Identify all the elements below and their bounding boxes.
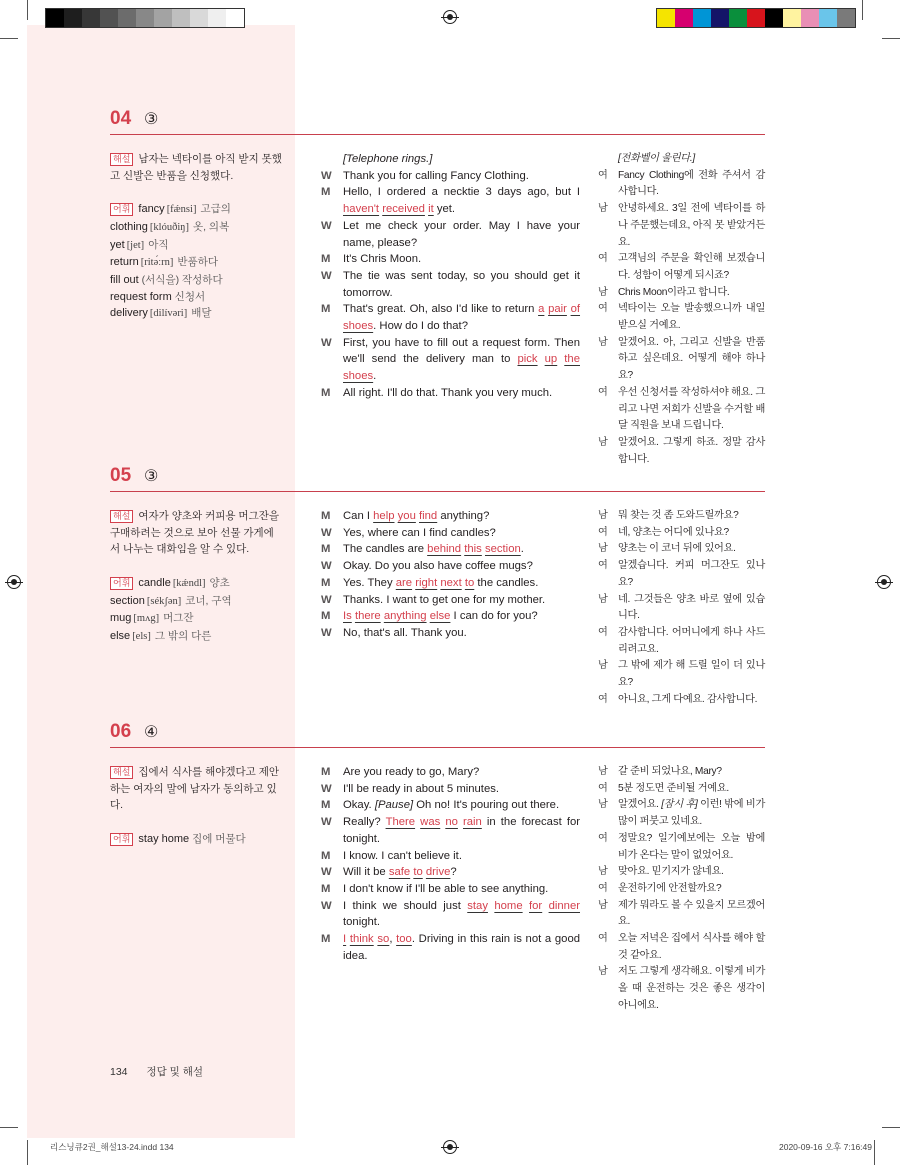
- speaker-label: 여: [598, 560, 608, 572]
- speaker-label: 여: [598, 386, 608, 398]
- vocab-item: [110, 254, 282, 272]
- speaker-label: 여: [598, 303, 608, 315]
- korean-translation: [598, 508, 765, 708]
- english-script: [321, 764, 580, 964]
- color-swatch: [172, 9, 190, 27]
- highlighted-word: pick: [517, 353, 538, 366]
- highlighted-word: of: [570, 303, 581, 316]
- highlighted-word: this: [464, 543, 482, 556]
- dialogue-line: M That's great. Oh, also I'd like to return a pair of shoes. How do I do that?: [321, 303, 581, 333]
- speaker-label: 여: [598, 626, 608, 638]
- speaker-label: 남: [598, 660, 608, 672]
- translation-line: 남 저도 그렇게 생각해요. 이렇게 비가 올 때 운전하는 것은 좋은 생각이 아니에요.: [598, 966, 765, 1011]
- speaker-label: 남: [598, 510, 608, 521]
- speaker-label: M: [321, 186, 331, 199]
- vocabulary-list: [110, 831, 282, 848]
- slug-filename: 리스닝큐2권_해설13-24.indd 134: [50, 1142, 174, 1152]
- dialogue-line: W Thank you for calling Fancy Clothing.: [321, 168, 580, 185]
- dialogue-line: W The tie was sent today, so you should get it tomorrow.: [321, 269, 580, 299]
- dialogue-line: W Thanks. I want to get one for my mother.: [321, 592, 580, 609]
- highlighted-word: are: [395, 576, 413, 589]
- dialogue-line: W Really? There was no rain in the forecast for tonight.: [321, 816, 581, 845]
- vocab-meaning: 아직: [148, 238, 169, 251]
- speaker-label: 남: [598, 336, 608, 348]
- translation-line: 여 넥타이는 오늘 발송했으니까 내일 받으실 거예요.: [598, 303, 765, 332]
- highlighted-word: there: [354, 610, 381, 623]
- speaker-label: 남: [598, 899, 608, 911]
- vocabulary-tag: 어휘: [110, 203, 133, 216]
- speaker-label: M: [321, 510, 331, 522]
- vocab-word: delivery: [110, 307, 148, 320]
- color-swatch: [765, 9, 783, 27]
- speaker-label: M: [321, 303, 331, 316]
- vocab-item: [110, 237, 282, 255]
- dialogue-line: M Is there anything else I can do for you?: [321, 608, 580, 625]
- speaker-label: 남: [598, 543, 608, 555]
- translation-line: 여 5분 정도면 준비될 거예요.: [598, 781, 765, 798]
- color-swatch: [100, 9, 118, 27]
- vocab-item: [110, 610, 282, 628]
- translation-line: 남 알겠어요. 아, 그리고 신발을 반품하고 싶은데요. 어떻게 해야 하나요?: [598, 336, 765, 382]
- speaker-label: W: [321, 816, 332, 829]
- speaker-label: W: [321, 593, 332, 606]
- vocab-meaning: 집에 머물다: [192, 832, 246, 845]
- highlighted-word: next: [440, 576, 462, 589]
- translation-line: 남 알겠어요. [잠시 후] 이런! 밖에 비가 많이 퍼붓고 있네요.: [598, 799, 765, 828]
- stage-direction: [Pause]: [374, 799, 414, 812]
- speaker-label: M: [321, 799, 331, 812]
- dialogue-line: [321, 151, 580, 168]
- speaker-label: W: [321, 560, 332, 573]
- highlighted-word: Is: [343, 610, 352, 623]
- stage-direction: [잠시 후]: [661, 799, 698, 811]
- registration-target-icon: [443, 1140, 457, 1154]
- speaker-label: 남: [598, 203, 608, 215]
- color-swatch: [801, 9, 819, 27]
- section-header: [110, 721, 765, 748]
- vocab-item: [110, 593, 282, 611]
- vocab-word: fill out: [110, 273, 139, 286]
- vocab-word: yet: [110, 238, 125, 251]
- question-section-04: [110, 108, 765, 465]
- highlighted-word: anything: [383, 610, 427, 623]
- translation-line: 남 Chris Moon이라고 합니다.: [598, 285, 765, 302]
- color-swatch: [226, 9, 244, 27]
- color-swatch: [190, 9, 208, 27]
- speaker-label: 여: [598, 882, 608, 894]
- korean-translation: [598, 764, 765, 1015]
- dialogue-line: W Will it be safe to drive?: [321, 864, 580, 881]
- vocab-word: fancy: [138, 203, 165, 216]
- question-number: 05: [110, 465, 132, 486]
- vocab-item: [110, 219, 282, 237]
- registration-target-icon: [443, 10, 457, 24]
- color-swatch: [729, 9, 747, 27]
- highlighted-word: think: [349, 933, 374, 946]
- speaker-label: W: [321, 219, 332, 232]
- dialogue-line: W No, that's all. Thank you.: [321, 625, 580, 642]
- translation-line: 여 우선 신청서를 작성하셔야 해요. 그리고 나면 저희가 신발을 수거할 배달 직원을 보내 드립니다.: [598, 386, 765, 432]
- crop-mark: [0, 38, 18, 39]
- translation-line: 여 감사합니다. 어머니에게 하나 사드리려고요.: [598, 626, 765, 655]
- answer-choice: ③: [144, 111, 159, 128]
- vocab-item: [110, 628, 282, 646]
- crop-mark: [27, 1140, 28, 1165]
- vocab-phonetic: [klóuðiŋ]: [149, 221, 189, 233]
- crop-mark: [862, 0, 863, 20]
- color-swatch: [154, 9, 172, 27]
- speaker-label: M: [321, 849, 331, 862]
- vocab-phonetic: [mʌg]: [133, 613, 160, 625]
- vocab-phonetic: [fǽnsi]: [166, 204, 197, 216]
- vocab-phonetic: [ritə́ːrn]: [140, 257, 174, 269]
- speaker-label: 남: [598, 593, 608, 605]
- english-script: [321, 508, 580, 642]
- vocab-word: candle: [138, 576, 171, 589]
- explanation-text: 남자는 넥타이를 아직 받지 못했고 신발은 반품을 신청했다.: [110, 153, 282, 182]
- highlighted-word: you: [397, 510, 416, 522]
- color-swatch: [819, 9, 837, 27]
- dialogue-line: W Yes, where can I find candles?: [321, 525, 580, 542]
- vocab-meaning: 신청서: [174, 290, 206, 303]
- dialogue-line: W I'll be ready in about 5 minutes.: [321, 781, 580, 798]
- dialogue-line: M It's Chris Moon.: [321, 251, 580, 268]
- dialogue-line: M I think so, too. Driving in this rain is not a good idea.: [321, 933, 581, 962]
- highlighted-word: behind: [427, 543, 462, 556]
- question-section-06: [110, 721, 765, 1011]
- highlighted-word: the: [564, 353, 580, 366]
- page-footer: [110, 1064, 219, 1079]
- dialogue-line: W First, you have to fill out a request form. Then we'll send the delivery man to pick up the shoes.: [321, 336, 580, 383]
- dialogue-line: M I know. I can't believe it.: [321, 848, 580, 865]
- dialogue-line: M Can I help you find anything?: [321, 508, 580, 525]
- vocabulary-list: [110, 201, 282, 323]
- highlighted-word: a: [538, 303, 545, 316]
- speaker-label: M: [321, 386, 331, 399]
- highlighted-word: section: [484, 543, 521, 556]
- speaker-label: 남: [598, 966, 608, 978]
- speaker-label: 여: [598, 832, 608, 844]
- korean-translation: [598, 151, 765, 468]
- color-swatch: [118, 9, 136, 27]
- crop-mark: [882, 38, 900, 39]
- notes-column: [110, 508, 282, 646]
- translation-line: 여 알겠습니다. 커피 머그잔도 있나요?: [598, 560, 765, 588]
- question-section-05: [110, 465, 765, 705]
- speaker-label: 남: [598, 286, 608, 298]
- vocab-meaning: 그 밖의 다른: [154, 629, 212, 642]
- translation-line: 여 Fancy Clothing에 전화 주셔서 감사합니다.: [598, 169, 765, 198]
- explanation-text: 여자가 양초와 커피용 머그잔을 구매하려는 것으로 보아 선물 가게에서 나누는 대화임을 알 수 있다.: [110, 510, 280, 556]
- highlighted-word: received: [382, 203, 425, 216]
- highlighted-word: it: [428, 203, 434, 216]
- translation-line: 남 양초는 이 코너 뒤에 있어요.: [598, 541, 765, 558]
- crop-mark: [874, 1140, 875, 1165]
- vocab-word: mug: [110, 612, 132, 625]
- vocab-meaning: 머그잔: [163, 612, 194, 625]
- highlighted-word: safe: [388, 866, 411, 879]
- color-swatch: [693, 9, 711, 27]
- crop-mark: [27, 0, 28, 20]
- speaker-label: W: [321, 866, 332, 879]
- highlighted-word: too: [396, 933, 412, 946]
- color-swatch: [711, 9, 729, 27]
- speaker-label: 남: [598, 436, 608, 448]
- dialogue-line: W Let me check your order. May I have your name, please?: [321, 219, 580, 249]
- vocab-item: [110, 575, 282, 593]
- vocab-meaning: 코너, 구역: [185, 594, 232, 607]
- section-header: [110, 465, 765, 492]
- translation-line: 여 아니요, 그게 다예요. 감사합니다.: [598, 692, 765, 709]
- speaker-label: W: [321, 626, 332, 639]
- speaker-label: 여: [598, 526, 608, 538]
- dialogue-line: M Yes. They are right next to the candles.: [321, 575, 580, 592]
- highlighted-word: I: [343, 933, 347, 946]
- highlighted-word: home: [494, 899, 523, 912]
- vocab-item: [110, 305, 282, 323]
- speaker-label: W: [321, 782, 332, 795]
- speaker-label: 여: [598, 933, 608, 945]
- cmyk-color-bar: [656, 8, 856, 28]
- highlighted-word: dinner: [548, 899, 580, 912]
- speaker-label: 남: [598, 799, 608, 811]
- vocabulary-tag: 어휘: [110, 577, 133, 590]
- vocab-meaning: 배달: [191, 307, 212, 320]
- explanation-text: 집에서 식사를 해야겠다고 제안하는 여자의 말에 남자가 동의하고 있다.: [110, 766, 280, 812]
- translation-line: 남 안녕하세요. 3일 전에 넥타이를 하나 주문했는데요, 아직 못 받았거든요.: [598, 203, 765, 248]
- speaker-label: M: [321, 933, 331, 946]
- explanation: [110, 151, 282, 184]
- color-swatch: [657, 9, 675, 27]
- highlighted-word: haven't: [343, 203, 380, 216]
- vocab-phonetic: [sékʃən]: [146, 595, 182, 607]
- dialogue-line: W I think we should just stay home for dinner tonight.: [321, 899, 580, 929]
- highlighted-word: no: [445, 816, 458, 829]
- speaker-label: W: [321, 269, 332, 282]
- notes-column: [110, 151, 282, 323]
- vocab-word: clothing: [110, 220, 148, 233]
- page-number: 134: [110, 1066, 128, 1078]
- vocabulary-list: [110, 575, 282, 646]
- dialogue-line: M The candles are behind this section.: [321, 541, 580, 558]
- highlighted-word: to: [413, 866, 423, 879]
- explanation-tag: 해설: [110, 766, 133, 779]
- section-header: [110, 108, 765, 135]
- dialogue-line: M I don't know if I'll be able to see anything.: [321, 881, 580, 898]
- answer-choice: ④: [144, 724, 159, 741]
- translation-line: 남 갈 준비 되었나요, Mary?: [598, 764, 765, 781]
- dialogue-line: M Hello, I ordered a necktie 3 days ago, but I haven't received it yet.: [321, 186, 580, 216]
- speaker-label: 남: [598, 766, 608, 777]
- color-swatch: [783, 9, 801, 27]
- explanation-tag: 해설: [110, 153, 133, 166]
- speaker-label: W: [321, 899, 332, 912]
- speaker-label: 남: [598, 866, 608, 878]
- vocab-word: stay home: [138, 832, 190, 845]
- translation-line: 남 알겠어요. 그렇게 하죠. 정말 감사합니다.: [598, 436, 765, 465]
- vocab-word: return: [110, 256, 139, 269]
- speaker-label: 여: [598, 693, 608, 705]
- speaker-label: W: [321, 169, 332, 182]
- vocab-meaning: 양초: [209, 576, 230, 589]
- question-number: 06: [110, 721, 132, 742]
- grayscale-color-bar: [45, 8, 245, 28]
- highlighted-word: was: [420, 816, 441, 829]
- highlighted-word: There: [385, 816, 416, 829]
- vocab-phonetic: [jet]: [126, 239, 145, 251]
- translation-line: 여 정말요? 일기예보에는 오늘 밤에 비가 온다는 말이 없었어요.: [598, 832, 765, 861]
- color-swatch: [46, 9, 64, 27]
- translation-line: 남 그 밖에 제가 해 드릴 일이 더 있나요?: [598, 660, 765, 689]
- footer-section-title: 정답 및 해설: [146, 1066, 204, 1078]
- vocab-phonetic: [els]: [132, 630, 151, 642]
- translation-line: 남 제가 뭐라도 볼 수 있을지 모르겠어요.: [598, 899, 765, 928]
- color-swatch: [675, 9, 693, 27]
- translation-line: 여 네, 양초는 어디에 있나요?: [598, 525, 765, 542]
- crop-mark: [0, 1127, 18, 1128]
- translation-line: [598, 151, 765, 168]
- vocab-meaning: 고급의: [200, 203, 231, 216]
- vocab-word: request form: [110, 290, 172, 303]
- dialogue-line: M Are you ready to go, Mary?: [321, 764, 580, 781]
- speaker-label: W: [321, 336, 332, 349]
- vocabulary-tag: 어휘: [110, 833, 133, 846]
- english-script: [321, 151, 580, 402]
- highlighted-word: pair: [548, 303, 567, 316]
- highlighted-word: so: [377, 933, 390, 946]
- crop-mark: [882, 1127, 900, 1128]
- slug-timestamp: 2020-09-16 오후 7:16:49: [779, 1142, 872, 1152]
- color-swatch: [747, 9, 765, 27]
- vocab-item: [110, 272, 282, 289]
- highlighted-word: rain: [462, 816, 482, 829]
- speaker-label: M: [321, 882, 331, 895]
- speaker-label: M: [321, 543, 331, 556]
- highlighted-word: find: [419, 510, 438, 522]
- translation-line: 여 고객님의 주문을 확인해 보겠습니다. 성함이 어떻게 되시죠?: [598, 253, 765, 281]
- speaker-label: M: [321, 576, 331, 589]
- stage-direction: [Telephone rings.]: [343, 153, 433, 165]
- color-swatch: [208, 9, 226, 27]
- vocab-phonetic: [dilívəri]: [149, 308, 188, 320]
- speaker-label: M: [321, 253, 331, 266]
- dialogue-line: M All right. I'll do that. Thank you very much.: [321, 385, 580, 402]
- stage-direction: [전화벨이 울린다.]: [618, 153, 695, 164]
- vocab-word: section: [110, 594, 145, 607]
- color-swatch: [136, 9, 154, 27]
- highlighted-word: drive: [425, 866, 451, 879]
- explanation: [110, 764, 282, 814]
- speaker-label: 여: [598, 169, 608, 181]
- explanation: [110, 508, 282, 558]
- translation-line: 여 운전하기에 안전할까요?: [598, 881, 765, 898]
- speaker-label: 여: [598, 253, 608, 265]
- speaker-label: M: [321, 610, 331, 623]
- color-swatch: [64, 9, 82, 27]
- vocab-meaning: 옷, 의복: [192, 220, 230, 233]
- dialogue-line: W Okay. Do you also have coffee mugs?: [321, 558, 580, 575]
- highlighted-word: up: [544, 353, 558, 366]
- vocab-word: else: [110, 629, 131, 642]
- explanation-tag: 해설: [110, 510, 133, 523]
- highlighted-word: for: [529, 899, 543, 912]
- vocab-meaning: 반품하다: [177, 256, 218, 269]
- notes-column: [110, 764, 282, 848]
- registration-target-icon: [877, 575, 891, 589]
- speaker-label: M: [321, 766, 331, 778]
- question-number: 04: [110, 108, 132, 129]
- highlighted-word: right: [415, 576, 438, 589]
- translation-line: 남 네. 그것들은 양초 바로 옆에 있습니다.: [598, 593, 765, 622]
- highlighted-word: stay: [467, 899, 488, 912]
- color-swatch: [837, 9, 855, 27]
- highlighted-word: help: [373, 510, 395, 522]
- speaker-label: W: [321, 526, 332, 539]
- answer-choice: ③: [144, 468, 159, 485]
- translation-line: 여 오늘 저녁은 집에서 식사를 해야 할 것 같아요.: [598, 933, 765, 961]
- vocab-phonetic: [kǽndl]: [172, 577, 206, 589]
- dialogue-line: M Okay. [Pause] Oh no! It's pouring out there.: [321, 797, 580, 814]
- vocab-item: [110, 289, 282, 306]
- translation-line: 남 뭐 찾는 것 좀 도와드릴까요?: [598, 508, 765, 525]
- highlighted-word: shoes: [343, 370, 374, 383]
- vocab-item: [110, 201, 282, 219]
- speaker-label: 여: [598, 782, 608, 794]
- highlighted-word: shoes: [343, 320, 374, 333]
- translation-line: 남 맞아요. 믿기지가 않네요.: [598, 864, 765, 881]
- color-swatch: [82, 9, 100, 27]
- highlighted-word: to: [464, 576, 475, 589]
- registration-target-icon: [7, 575, 21, 589]
- vocab-meaning: (서식을) 작성하다: [141, 273, 223, 286]
- vocab-item: [110, 831, 282, 848]
- highlighted-word: else: [429, 610, 451, 623]
